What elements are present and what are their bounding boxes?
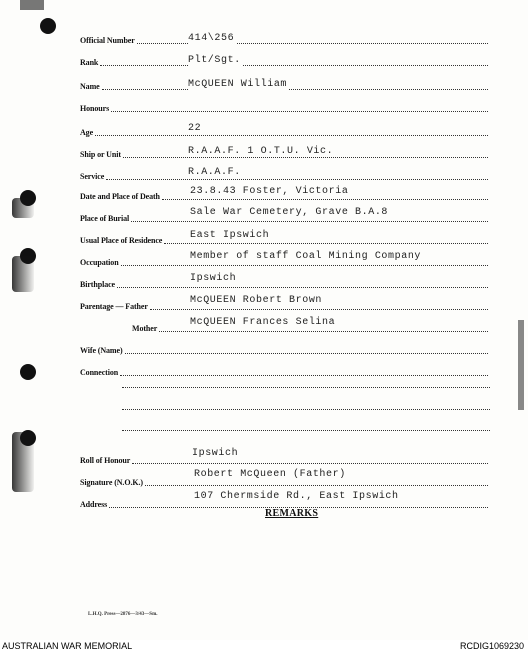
residence-label: Usual Place of Residence xyxy=(80,236,163,245)
death-value: 23.8.43 Foster, Victoria xyxy=(190,186,349,197)
official-number-value: 414\256 xyxy=(188,33,235,44)
caption-left: AUSTRALIAN WAR MEMORIAL xyxy=(2,641,133,651)
address-value: 107 Chermside Rd., East Ipswich xyxy=(194,491,399,502)
signature-label: Signature (N.O.K.) xyxy=(80,478,143,487)
caption-right: RCDIG1069230 xyxy=(459,641,524,651)
official-number-row xyxy=(80,32,490,46)
roll-of-honour-label: Roll of Honour xyxy=(80,456,131,465)
service-value: R.A.A.F. xyxy=(188,167,241,178)
punch-hole-top xyxy=(40,18,56,34)
signature-value: Robert McQueen (Father) xyxy=(194,469,346,480)
printer-footnote: L.H.Q. Press—2876—3/43—Sm. xyxy=(88,612,158,617)
honours-label: Honours xyxy=(80,104,110,113)
connection-row xyxy=(80,364,490,378)
connection-line-4 xyxy=(122,430,490,431)
rank-value: Plt/Sgt. xyxy=(188,55,241,66)
address-label: Address xyxy=(80,500,108,509)
punch-hole-4 xyxy=(20,364,36,380)
residence-row xyxy=(80,232,490,246)
connection-label: Connection xyxy=(80,368,119,377)
residence-value: East Ipswich xyxy=(190,230,270,241)
wife-label: Wife (Name) xyxy=(80,346,123,355)
official-number-label: Official Number xyxy=(80,36,135,45)
name-value: McQUEEN William xyxy=(188,79,288,90)
age-row xyxy=(80,124,490,138)
edge-mark-1 xyxy=(12,198,34,218)
mother-value: McQUEEN Frances Selina xyxy=(190,317,336,328)
rank-row xyxy=(80,54,490,68)
honours-row xyxy=(80,100,490,114)
service-row xyxy=(80,168,490,182)
father-label: Parentage — Father xyxy=(80,302,148,311)
roll-of-honour-row xyxy=(80,452,490,466)
birthplace-label: Birthplace xyxy=(80,280,115,289)
mother-label: Mother xyxy=(132,324,158,333)
occupation-label: Occupation xyxy=(80,258,119,267)
burial-label: Place of Burial xyxy=(80,214,130,223)
edge-mark-2 xyxy=(12,256,34,292)
death-label: Date and Place of Death xyxy=(80,192,160,201)
rank-label: Rank xyxy=(80,58,99,67)
father-value: McQUEEN Robert Brown xyxy=(190,295,323,306)
connection-line-2 xyxy=(122,387,490,388)
right-edge-mark xyxy=(518,320,524,410)
occupation-value: Member of staff Coal Mining Company xyxy=(190,251,422,262)
wife-row xyxy=(80,342,490,356)
edge-mark-3 xyxy=(12,432,34,492)
roll-of-honour-value: Ipswich xyxy=(192,448,239,459)
service-label: Service xyxy=(80,172,105,181)
birthplace-value: Ipswich xyxy=(190,273,237,284)
burial-value: Sale War Cemetery, Grave B.A.8 xyxy=(190,207,389,218)
ship-or-unit-value: R.A.A.F. 1 O.T.U. Vic. xyxy=(188,146,334,157)
birthplace-row xyxy=(80,276,490,290)
ship-or-unit-label: Ship or Unit xyxy=(80,150,121,159)
connection-line-3 xyxy=(122,409,490,410)
age-label: Age xyxy=(80,128,94,137)
age-value: 22 xyxy=(188,123,202,134)
remarks-heading: REMARKS xyxy=(265,508,319,519)
name-label: Name xyxy=(80,82,100,91)
edge-mark-top xyxy=(20,0,44,10)
